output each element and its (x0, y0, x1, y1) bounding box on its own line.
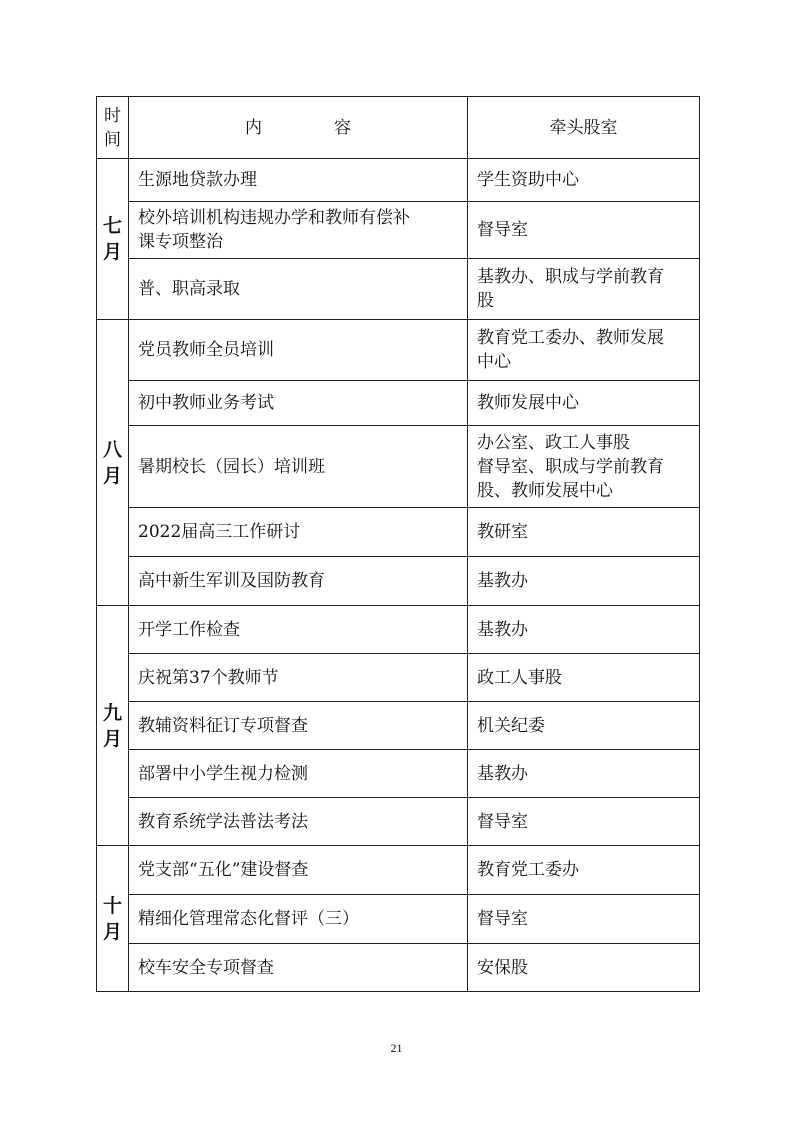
table-row (97, 259, 700, 320)
table-row (97, 750, 700, 798)
header-content (129, 97, 468, 159)
content-cell: 生源地贷款办理 (129, 159, 468, 202)
dept-cell: 督导室 (468, 202, 700, 259)
dept-cell: 教育党工委办、教师发展 中心 (468, 320, 700, 381)
table-row (97, 557, 700, 606)
dept-cell: 教研室 (468, 508, 700, 557)
dept-cell: 教师发展中心 (468, 381, 700, 426)
dept-cell: 机关纪委 (468, 702, 700, 750)
table-row (97, 654, 700, 702)
content-cell: 高中新生军训及国防教育 (129, 557, 468, 606)
table-row (97, 202, 700, 259)
dept-cell: 办公室、政工人事股 督导室、职成与学前教育 股、教师发展中心 (468, 426, 700, 508)
content-cell: 精细化管理常态化督评（三） (129, 895, 468, 944)
content-cell: 部署中小学生视力检测 (129, 750, 468, 798)
content-cell: 普、职高录取 (129, 259, 468, 320)
table-row (97, 895, 700, 944)
dept-cell: 学生资助中心 (468, 159, 700, 202)
page-number: 21 (390, 1041, 403, 1055)
dept-cell: 教育党工委办 (468, 846, 700, 895)
content-cell: 教辅资料征订专项督查 (129, 702, 468, 750)
table-row (97, 702, 700, 750)
content-cell: 教育系统学法普法考法 (129, 798, 468, 846)
header-dept: 牵头股室 (468, 97, 700, 159)
dept-cell: 基教办、职成与学前教育 股 (468, 259, 700, 320)
dept-cell: 基教办 (468, 750, 700, 798)
dept-cell: 基教办 (468, 606, 700, 654)
content-cell: 党员教师全员培训 (129, 320, 468, 381)
month-cell: 七 月 (97, 159, 129, 320)
dept-cell: 督导室 (468, 895, 700, 944)
content-cell: 庆祝第37个教师节 (129, 654, 468, 702)
schedule-table (96, 96, 700, 992)
header-time: 时 间 (97, 97, 129, 159)
content-cell: 初中教师业务考试 (129, 381, 468, 426)
content-cell: 开学工作检查 (129, 606, 468, 654)
content-cell: 暑期校长（园长）培训班 (129, 426, 468, 508)
month-cell: 八 月 (97, 320, 129, 606)
table-row (97, 606, 700, 654)
dept-cell: 基教办 (468, 557, 700, 606)
table-row (97, 944, 700, 992)
header-content-char1: 内 (245, 117, 262, 138)
dept-cell: 安保股 (468, 944, 700, 992)
table-row (97, 381, 700, 426)
table-row (97, 798, 700, 846)
dept-cell: 政工人事股 (468, 654, 700, 702)
content-cell: 2022届高三工作研讨 (129, 508, 468, 557)
table-row (97, 159, 700, 202)
header-row (97, 97, 700, 159)
dept-cell: 督导室 (468, 798, 700, 846)
table-row (97, 426, 700, 508)
table-row (97, 508, 700, 557)
month-cell: 九 月 (97, 606, 129, 846)
table-row (97, 846, 700, 895)
content-cell: 校外培训机构违规办学和教师有偿补 课专项整治 (129, 202, 468, 259)
content-cell: 校车安全专项督查 (129, 944, 468, 992)
table-row (97, 320, 700, 381)
month-cell: 十 月 (97, 846, 129, 992)
header-content-char2: 容 (334, 117, 351, 138)
content-cell: 党支部“五化”建设督查 (129, 846, 468, 895)
